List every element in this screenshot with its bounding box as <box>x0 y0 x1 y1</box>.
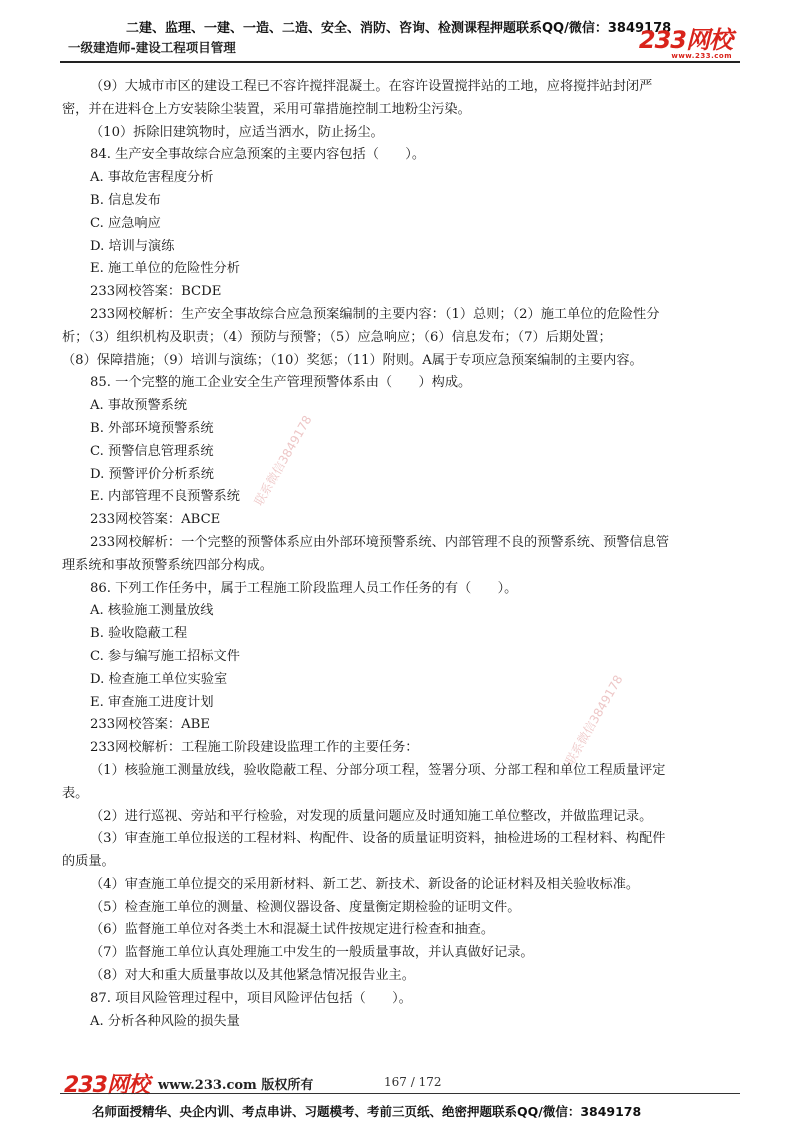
answer-84: 233网校答案：BCDE <box>90 284 222 300</box>
analysis-84: 233网校解析：生产安全事故综合应急预案编制的主要内容：（1）总则；（2）施工单位的危险性分 <box>90 306 660 322</box>
analysis-84-cont: （8）保障措施；（9）培训与演练；（10）奖惩；（11）附则。A属于专项应急预案编制的主要内容。 <box>62 352 643 368</box>
footer-ad: 名师面授精华、央企内训、考点串讲、习题模考、考前三页纸、绝密押题联系QQ/微信：3849178 <box>92 1104 642 1119</box>
document-subtitle: 一级建造师-建设工程项目管理 <box>68 40 236 55</box>
option-b: B. 验收隐蔽工程 <box>90 626 188 642</box>
page-number: 167 / 172 <box>384 1075 442 1089</box>
analysis-86-item: （7）监督施工单位认真处理施工中发生的一般质量事故，并认真做好记录。 <box>90 945 534 961</box>
option-a: A. 分析各种风险的损失量 <box>90 1013 240 1029</box>
option-e: E. 审查施工进度计划 <box>90 694 214 710</box>
watermark: 联系微信3849178 <box>251 413 315 508</box>
option-d: D. 检查施工单位实验室 <box>90 671 228 687</box>
answer-86: 233网校答案：ABE <box>90 717 210 733</box>
option-b: B. 信息发布 <box>90 192 161 208</box>
question-85: 85. 一个完整的施工企业安全生产管理预警体系由（ ）构成。 <box>90 375 472 391</box>
body-line: （10）拆除旧建筑物时，应适当洒水，防止扬尘。 <box>90 124 384 140</box>
analysis-86-item: （3）审查施工单位报送的工程材料、构配件、设备的质量证明资料，抽检进场的工程材料、构配件 <box>90 831 666 847</box>
analysis-86-item: （2）进行巡视、旁站和平行检验，对发现的质量问题应及时通知施工单位整改，并做监理记录。 <box>90 808 653 824</box>
analysis-86-item: （6）监督施工单位对各类土木和混凝土试件按规定进行检查和抽查。 <box>90 922 495 938</box>
analysis-86: 233网校解析：工程施工阶段建设监理工作的主要任务： <box>90 740 419 756</box>
analysis-86-item: （4）审查施工单位提交的采用新材料、新工艺、新技术、新设备的论证材料及相关验收标准。 <box>90 876 640 892</box>
analysis-86-item: （5）检查施工单位的测量、检测仪器设备、度量衡定期检验的证明文件。 <box>90 899 521 915</box>
option-a: A. 事故预警系统 <box>90 398 188 414</box>
analysis-85-cont: 理系统和事故预警系统四部分构成。 <box>62 557 273 573</box>
option-b: B. 外部环境预警系统 <box>90 420 214 436</box>
option-a: A. 事故危害程度分析 <box>90 170 214 186</box>
option-c: C. 应急响应 <box>90 215 161 231</box>
option-d: D. 预警评价分析系统 <box>90 466 214 482</box>
footer-logo: 233网校 <box>64 1073 149 1098</box>
body-line: 密，并在进料仓上方安装除尘装置，采用可靠措施控制工地粉尘污染。 <box>62 101 471 117</box>
brand-logo-text: 233网校 <box>638 26 732 54</box>
body-line: （9）大城市市区的建设工程已不容许搅拌混凝土。在容许设置搅拌站的工地，应将搅拌站封闭严 <box>90 79 653 94</box>
analysis-85: 233网校解析：一个完整的预警体系应由外部环境预警系统、内部管理不良的预警系统、预警信息管 <box>90 534 670 550</box>
answer-85: 233网校答案：ABCE <box>90 512 221 528</box>
question-87: 87. 项目风险管理过程中，项目风险评估包括（ ）。 <box>90 990 412 1006</box>
footer-rule <box>60 1093 740 1094</box>
footer-copyright: www.233.com 版权所有 <box>158 1078 314 1093</box>
option-e: E. 施工单位的危险性分析 <box>90 261 240 277</box>
watermark: 一联系微信3849178 <box>556 672 626 778</box>
header-rule <box>60 61 740 63</box>
analysis-84-cont: 析；（3）组织机构及职责；（4）预防与预警；（5）应急响应；（6）信息发布；（7）后期处置； <box>62 329 612 345</box>
question-84: 84. 生产安全事故综合应急预案的主要内容包括（ ）。 <box>90 147 426 163</box>
analysis-86-item: （8）对大和重大质量事故以及其他紧急情况报告业主。 <box>90 968 415 984</box>
header-promo: 二建、监理、一建、一造、二造、安全、消防、咨询、检测课程押题联系QQ/微信：3849178 <box>126 21 672 36</box>
analysis-86-cont: 表。 <box>62 785 89 801</box>
option-c: C. 参与编写施工招标文件 <box>90 648 240 664</box>
option-d: D. 培训与演练 <box>90 238 175 254</box>
document-body <box>62 76 742 1033</box>
brand-logo <box>639 20 732 60</box>
option-c: C. 预警信息管理系统 <box>90 443 214 459</box>
brand-logo-url: www.233.com <box>671 52 732 60</box>
question-86: 86. 下列工作任务中，属于工程施工阶段监理人员工作任务的有（ ）。 <box>90 580 518 596</box>
analysis-86-item: （1）核验施工测量放线，验收隐蔽工程、分部分项工程，签署分项、分部工程和单位工程质量评定 <box>90 762 666 778</box>
analysis-86-cont: 的质量。 <box>62 854 115 870</box>
option-e: E. 内部管理不良预警系统 <box>90 489 240 505</box>
option-a: A. 核验施工测量放线 <box>90 603 214 619</box>
